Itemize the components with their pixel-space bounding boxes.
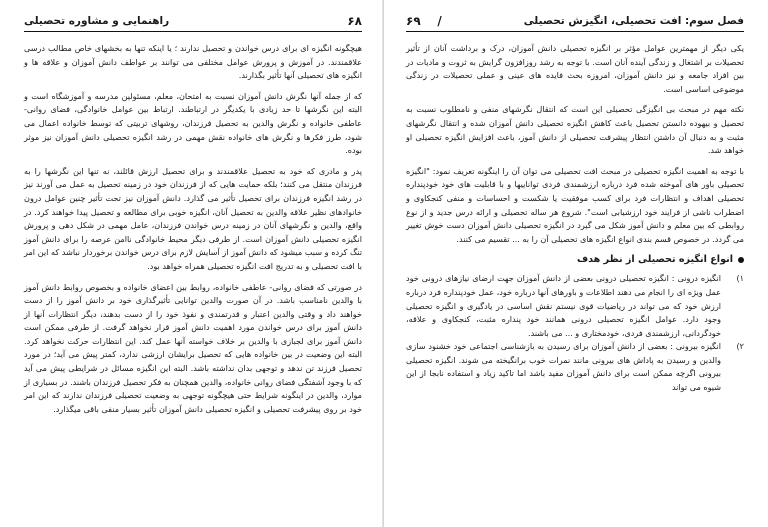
item-text: انگیزه بیرونی : بعضی از دانش آموزان برای رسیدن به بازشناسی اجتماعی خود خشنود سازی والدین و رسیدن به پاداش های بیرونی مانند نمرات خوب برانگیخته می شوند. انگیزه تحصیلی بیرونی اگرچه ممکن است برای دانش آموزان مفید باشد اما تاکید زیاد و استفاده نابجا از این شیوه می تواند xyxy=(406,341,721,393)
paragraph: که از جمله آنها نگرش دانش آموزان نسبت به امتحان، معلم، مسئولین مدرسه و آموزشگاه است و البته این نگرشها تا حد زیادی با یکدیگر در ارتباطند. ارتباط بین عوامل خانوادگی، فضای روانی- عاطفی خانواده و نگرش والدین به تحصیل فرزندان، روشهای تربیتی که توسط خانواده اعمال می شود، طرز فکرها و نگرش های خانواده نقش مهمی در رشد انگیزه تحصیلی دانش آموزان نیز موثر بوده. xyxy=(24,90,362,156)
running-title: راهنمایی و مشاوره تحصیلی xyxy=(24,15,170,27)
item-number: ۲) xyxy=(736,341,744,352)
page-body xyxy=(406,42,744,395)
header-separator: / xyxy=(437,14,442,28)
section-heading xyxy=(406,253,744,267)
bullet-icon xyxy=(738,257,744,263)
item-number: ۱) xyxy=(736,273,744,284)
section-title: انواع انگیزه تحصیلی از نظر هدف xyxy=(576,254,733,266)
page-body xyxy=(24,42,362,416)
paragraph: پدر و مادری که خود به تحصیل علاقمندند و برای تحصیل ارزش قائلند، نه تنها این نگرشها را به فرزندان منتقل می کنند؛ بلکه حمایت هایی که از فرزندان خود در زمینه تحصیل به عمل می آورند نیز در رشد انگیزه فرزندان برای تحصیل تأثیر می گذارد. دانش آموزان نیز تحت تأثیر چنین عوامل درون خانوادهای نظیر علاقه والدین به تحصیل آنان، انگیزه خوبی برای مطالعه و تحصیل پیدا خواهند کرد. در واقع، والدین و نگرشهای آنان در زمینه درس خواندن فرزندان، عامل مهمی در شکل دهی و پرورش انگیزه تحصیلی دانش آموزان است. از طرفی دیگر محیط خانوادگی ناامن عرصه را برای دانش آموز تنگ کرده و سبب میشود که دانش آموز از آسایش لازم برای درس خواندن برخوردار نباشد که این امر با افت تحصیلی و به تدریج افت انگیزه تحصیلی همراه خواهد بود. xyxy=(24,165,362,271)
page-number-group xyxy=(406,14,442,28)
page-header xyxy=(24,14,362,32)
paragraph: با توجه به اهمیت انگیزه تحصیلی در مبحث افت تحصیلی می توان آن را اینگونه تعریف نمود: "انگیزه تحصیلی باور های آموخته شده فرد درباره ارزشمندی فردی تواناییها و با قابلیت های خود خودپنداره تحصیلی اهداف و انتظارات فرد برای کسب موفقیت یا شکست و احساسات و منفی کنجکاوی و اضطراب ناشی از فرایند خود ارزشیابی است". شروع هر ساله تحصیلی و ارائه درس جدید و از نوع روابطی که بین معلم و دانش آموز شکل می گیرد در انگیزه تحصیلی دانش آموزان دست خوش تغییر می گردد. در خصوص قسم بندی انواع انگیزه های تحصیلی آن را به ... تقسیم می کنند. xyxy=(406,165,744,244)
item-text: انگیزه درونی : انگیزه تحصیلی درونی بعضی از دانش آموزان جهت ارضای نیازهای درونی خود عمل ویژه ای را انجام می دهند اطلاعات و باورهای آنها درباره خود، عمل خودپنداره فرد درباره ارزش خود که می تواند در ریاضیات قوی نیستم نقش اساسی در یادگیری و انگیزه تحصیلی وجود دارد. عوامل انگیزه تحصیلی درونی همانند خود پنداره مثبت، کنجکاوی و علاقه، خودگردانی، ارزشمندی فردی، خودمختاری و ... می باشند. xyxy=(406,273,721,338)
list-item xyxy=(406,340,744,394)
page-number: ۶۹ xyxy=(406,14,421,28)
right-page xyxy=(384,0,768,527)
paragraph: یکی دیگر از مهمترین عوامل مؤثر بر انگیزه تحصیلی دانش آموزان، درک و برداشت آنان از تأثیر تحصیلات بر اشتغال و زندگی آینده آنان است. با توجه به رشد روزافزون گرایش به ثروت و مادیات در بین افراد جامعه و نیز دانش آموزان، امروزه بحث فایده های عینی و عملی تحصیلات در زندگی موضوعی اساسی است. xyxy=(406,43,744,94)
paragraph: نکته مهم در مبحث بی انگیزگی تحصیلی این است که انتقال نگرشهای منفی و نامطلوب نسبت به تحصیل و بیهوده دانستن تحصیل باعث کاهش انگیزه تحصیلی دانش آموزان شده و انتقال نگرشهای مثبت و به دنبال آن داشتن انتظار پیشرفت تحصیلی از دانش آموز، باعث افزایش انگیزه تحصیلی او خواهد شد. xyxy=(406,104,744,156)
page-header xyxy=(406,14,744,32)
list-item xyxy=(406,272,744,340)
running-title: فصل سوم: افت تحصیلی، انگیزش تحصیلی xyxy=(523,15,744,27)
paragraph: هیچگونه انگیزه ای برای درس خواندن و تحصیل ندارند ؛ یا اینکه تنها به بخشهای خاص مطالب درسی علاقمندند. در آموزش و پرورش عوامل مختلفی می توانند بر عواطف دانش آموزان و علاقه ها و انگیزه های تحصیلی آنها تأثیر بگذارند. xyxy=(24,43,362,81)
page-number: ۶۸ xyxy=(347,14,362,28)
paragraph: در صورتی که فضای روانی- عاطفی خانواده، روابط بین اعضای خانواده و بخصوص روابط دانش آموز با والدین نامناسب باشد. در آن صورت والدین توانایی تأثیرگذاری خود بر دانش آموز را از دست خواهند داد و وقتی والدین اعتبار و قدرتمندی و نفوذ خود را از دست بدهند، دیگر انتظارات آنها از دانش آموز برای درس خواندن مورد اهمیت دانش آموز قرار نخواهد گرفت. از طرفی ممکن است دانش آموز برای لجبازی با والدین بر خلاف خواسته آنها عمل کند. این انتظارات حرکت نخواهد کرد. البته این وضعیت در بین خانواده هایی که تحصیل برایشان ارزشی ندارد، کمتر پیش می آید؛ در مورد تحصیل فرزند تن ندهد و توجهی بدان نداشته باشد. البته این انگیزه مسائل در شرایطی پیش می آید که با وجود آشفتگی فضای روانی خانواده، والدین همچنان به فکر تحصیل فرزندان باشند. در بسیاری از موارد، والدین در اینگونه شرایط حتی هیچگونه توجهی به وضعیت تحصیلی فرزندان ندارند که این امر خود بر روی پیشرفت تحصیلی و انگیزه تحصیلی دانش آموزان تأثیر بسیار منفی باقی میگذارد. xyxy=(24,281,362,414)
